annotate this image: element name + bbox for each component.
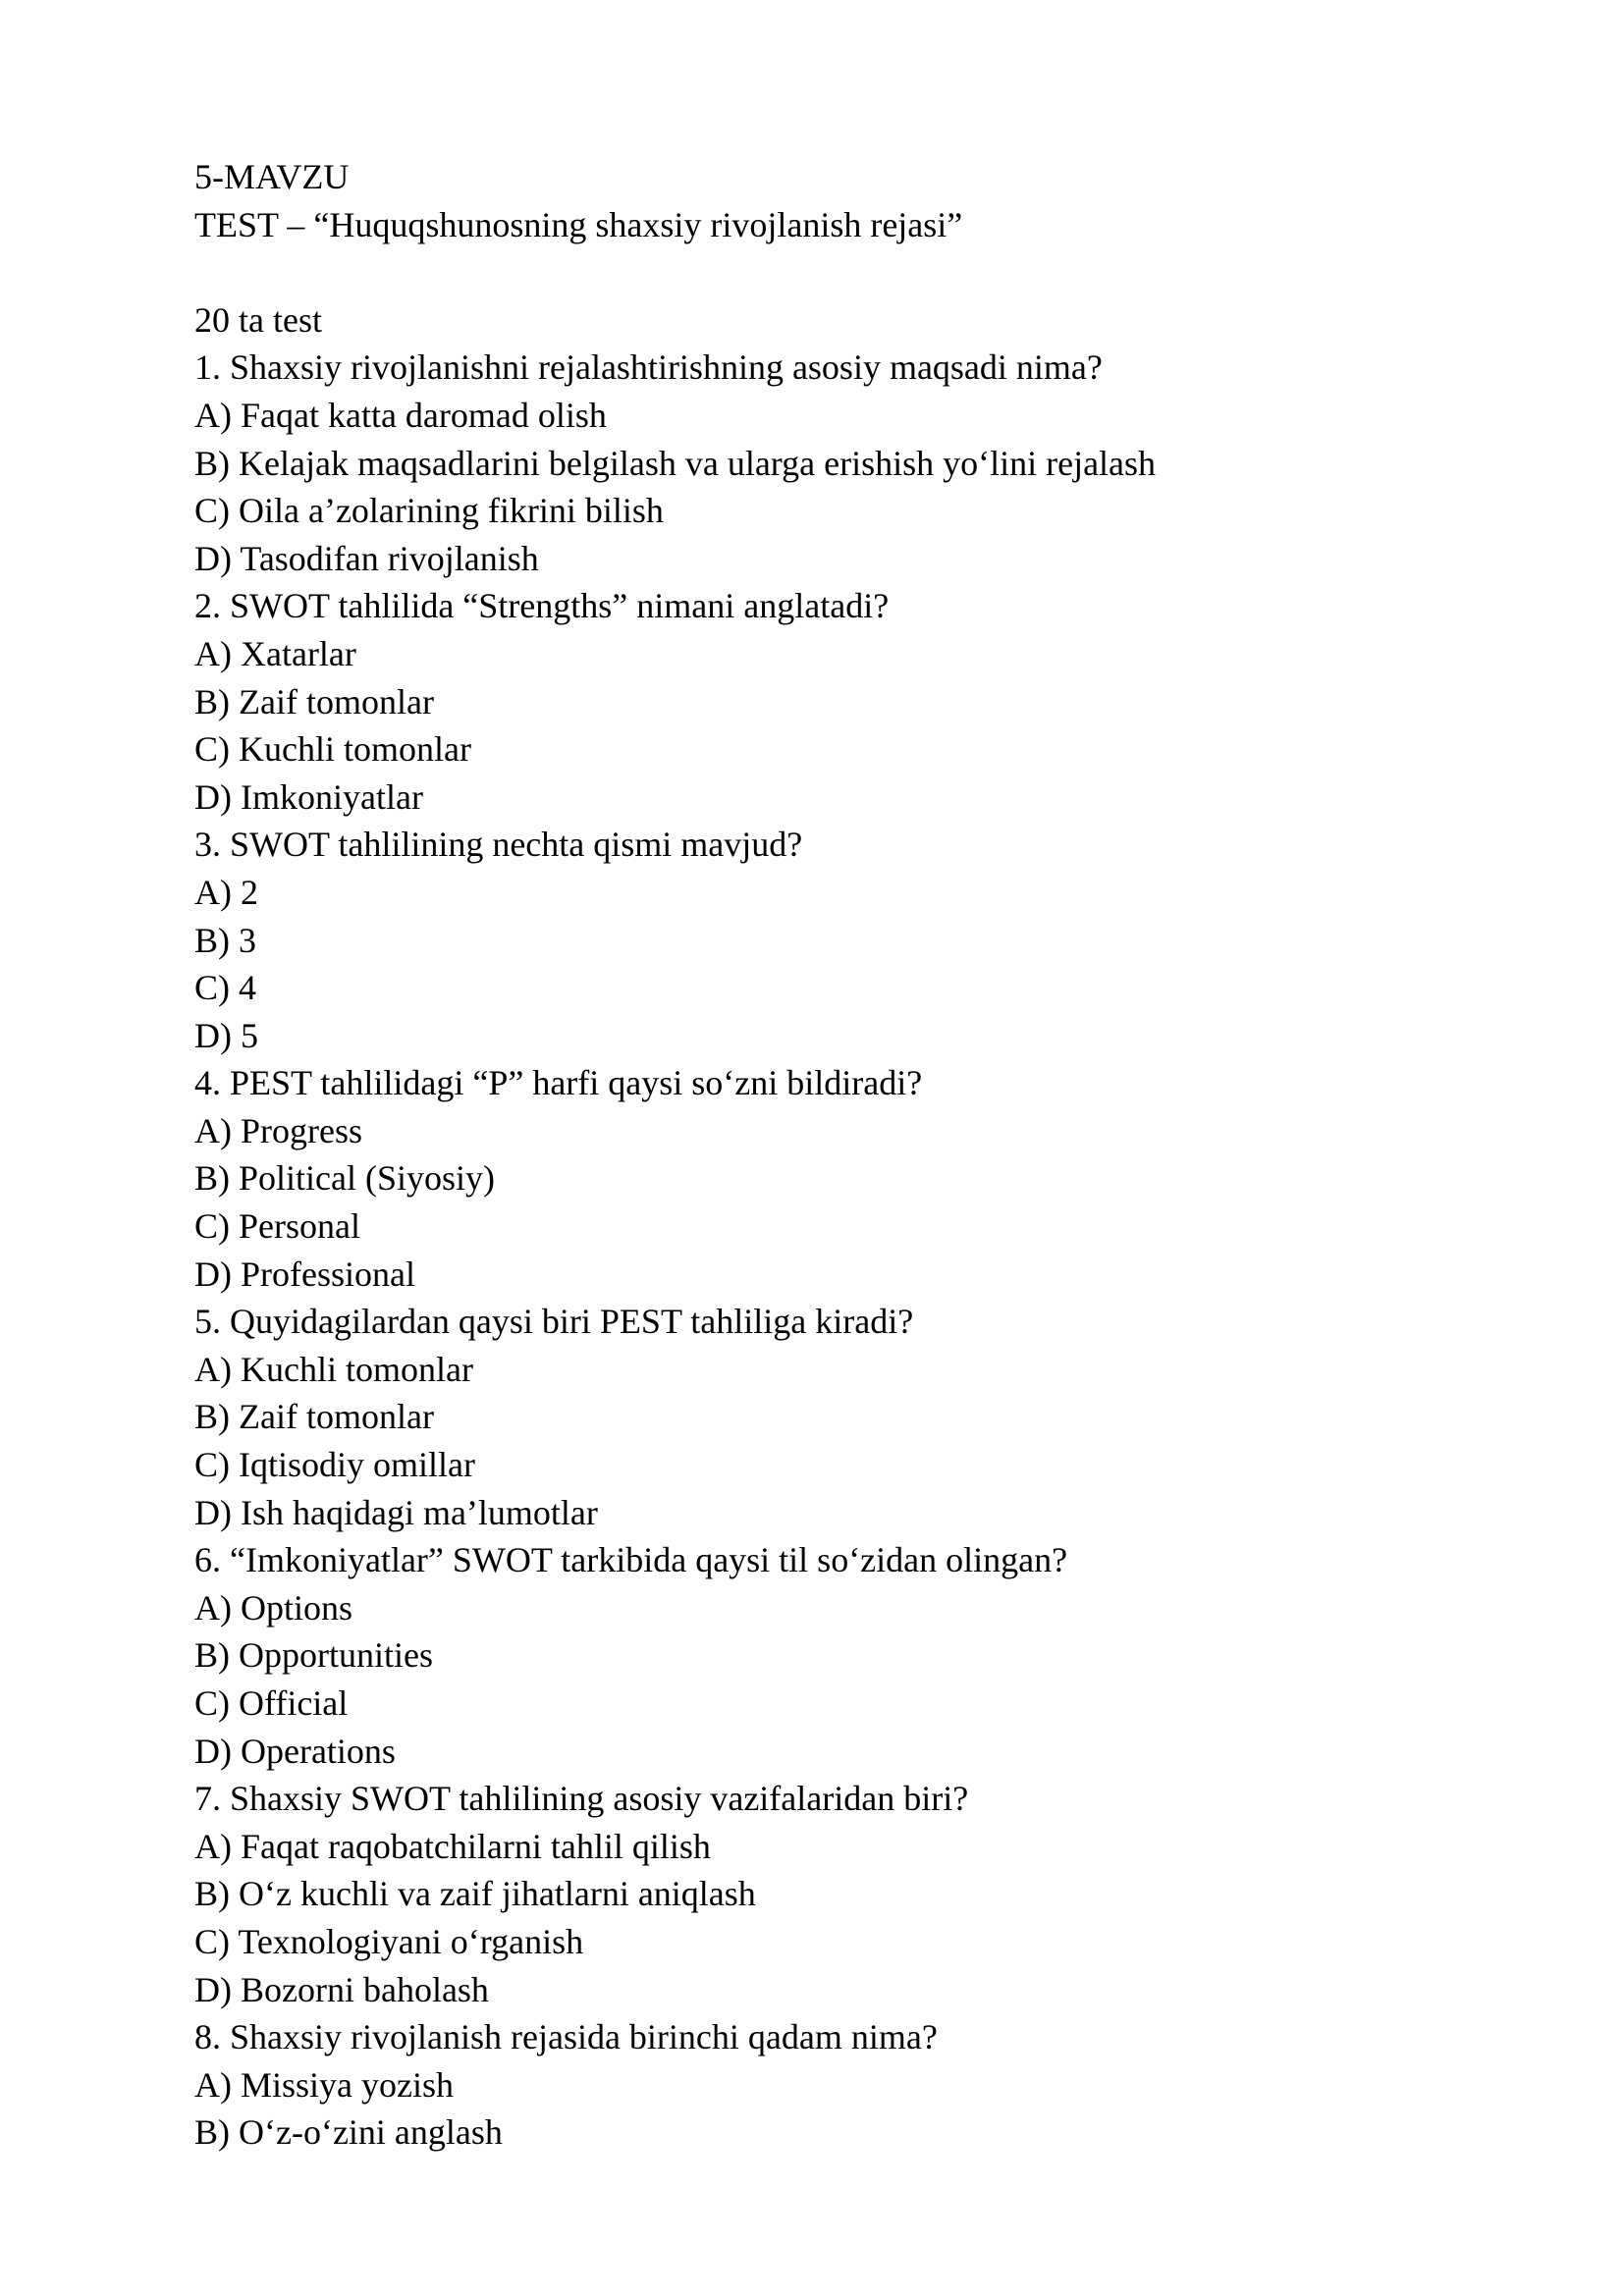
question-block <box>194 1536 1451 1775</box>
answer-option: D) Imkoniyatlar <box>194 776 423 817</box>
answer-option: B) Kelajak maqsadlarini belgilash va ularga erishish yo‘lini rejalash <box>194 443 1157 483</box>
question-text: 6. “Imkoniyatlar” SWOT tarkibida qaysi til so‘zidan olingan? <box>194 1540 1068 1580</box>
answer-option: D) Tasodifan rivojlanish <box>194 538 539 578</box>
answer-option: B) Opportunities <box>194 1635 433 1676</box>
answer-option: D) 5 <box>194 1015 258 1055</box>
question-block <box>194 582 1451 821</box>
answer-option: A) Options <box>194 1587 352 1628</box>
answer-options <box>194 630 1451 821</box>
answer-option: A) Missiya yozish <box>194 2064 454 2105</box>
answer-options <box>194 1107 1451 1298</box>
question-text: 8. Shaxsiy rivojlanish rejasida birinchi qadam nima? <box>194 2017 938 2057</box>
answer-option: A) Progress <box>194 1110 362 1150</box>
answer-option: D) Ish haqidagi ma’lumotlar <box>194 1492 598 1532</box>
question-block <box>194 1059 1451 1298</box>
answer-option: C) Texnologiyani o‘rganish <box>194 1921 584 1961</box>
question-text: 2. SWOT tahlilida “Strengths” nimani anglatadi? <box>194 586 890 626</box>
answer-options <box>194 1823 1451 2013</box>
question-block <box>194 1775 1451 2013</box>
answer-option: D) Bozorni baholash <box>194 1969 489 2009</box>
question-text: 5. Quyidagilardan qaysi biri PEST tahliliga kiradi? <box>194 1302 914 1342</box>
answer-option: A) Faqat katta daromad olish <box>194 395 607 435</box>
answer-options <box>194 2061 1451 2157</box>
question-block <box>194 2013 1451 2157</box>
answer-option: A) Xatarlar <box>194 633 356 673</box>
question-text: 4. PEST tahlilidagi “P” harfi qaysi so‘zni bildiradi? <box>194 1063 923 1103</box>
answer-options <box>194 869 1451 1059</box>
test-title: TEST – “Huquqshunosning shaxsiy rivojlanish rejasi” <box>194 204 963 244</box>
question-text: 3. SWOT tahlilining nechta qismi mavjud? <box>194 825 803 865</box>
answer-option: B) Zaif tomonlar <box>194 681 434 721</box>
question-block <box>194 344 1451 582</box>
answer-option: C) Oila a’zolarining fikrini bilish <box>194 491 664 531</box>
answer-option: C) Personal <box>194 1206 360 1247</box>
answer-option: B) 3 <box>194 920 256 960</box>
answer-option: A) Faqat raqobatchilarni tahlil qilish <box>194 1826 711 1866</box>
document-page <box>194 153 1451 2157</box>
answer-option: B) O‘z-o‘zini anglash <box>194 2112 503 2153</box>
blank-line <box>194 248 1451 296</box>
answer-option: A) 2 <box>194 872 258 912</box>
test-count: 20 ta test <box>194 299 322 340</box>
answer-option: D) Professional <box>194 1254 415 1294</box>
question-text: 7. Shaxsiy SWOT tahlilining asosiy vazifalaridan biri? <box>194 1779 969 1819</box>
answer-option: B) Political (Siyosiy) <box>194 1158 495 1199</box>
answer-option: A) Kuchli tomonlar <box>194 1349 473 1389</box>
answer-options <box>194 1584 1451 1775</box>
answer-option: D) Operations <box>194 1731 396 1771</box>
answer-option: C) Iqtisodiy omillar <box>194 1445 475 1485</box>
answer-option: C) Kuchli tomonlar <box>194 729 471 770</box>
question-text: 1. Shaxsiy rivojlanishni rejalashtirishning asosiy maqsadi nima? <box>194 347 1103 388</box>
answer-options <box>194 392 1451 582</box>
answer-option: C) Official <box>194 1683 349 1723</box>
answer-option: B) Zaif tomonlar <box>194 1397 434 1437</box>
topic-heading: 5-MAVZU <box>194 157 350 196</box>
question-block <box>194 1298 1451 1536</box>
question-block <box>194 821 1451 1059</box>
question-list <box>194 344 1451 2157</box>
answer-option: B) O‘z kuchli va zaif jihatlarni aniqlash <box>194 1874 756 1914</box>
answer-option: C) 4 <box>194 968 256 1008</box>
answer-options <box>194 1346 1451 1536</box>
